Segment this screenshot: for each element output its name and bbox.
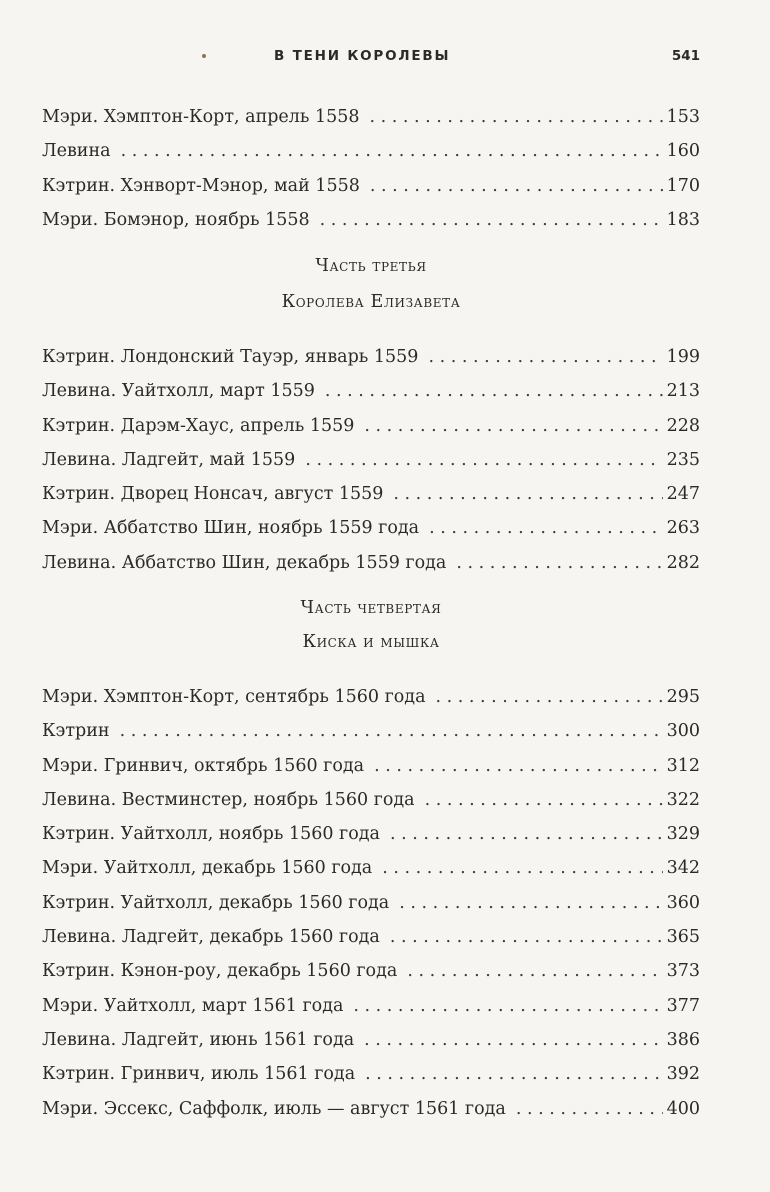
- toc-entry: [42, 680, 700, 714]
- toc-entry: [42, 817, 700, 851]
- toc-entry: [42, 100, 700, 134]
- toc-entry: [42, 546, 700, 580]
- toc-entry-title: Кэтрин. Дарэм-Хаус, апрель 1559: [42, 415, 355, 436]
- toc-entry-title: Мэри. Хэмптон-Корт, сентябрь 1560 года: [42, 687, 426, 707]
- toc-entry-title: Кэтрин. Кэнон-роу, декабрь 1560 года: [42, 961, 398, 982]
- toc-entry-title: Левина. Уайтхолл, март 1559: [42, 381, 315, 402]
- dot-leader: [428, 340, 662, 374]
- toc-entry-page: 373: [666, 961, 700, 982]
- header-ornament-dot: [202, 54, 206, 58]
- toc-entry-title: Кэтрин. Дворец Нонсач, август 1559: [42, 484, 384, 505]
- toc-entry-page: 295: [666, 687, 700, 707]
- toc-entry-title: Мэри. Уайтхолл, март 1561 года: [42, 995, 344, 1016]
- dot-leader: [320, 203, 663, 237]
- toc-entry-page: 377: [666, 995, 700, 1016]
- dot-leader: [374, 749, 663, 783]
- toc-entry-title: Кэтрин. Уайтхолл, ноябрь 1560 года: [42, 824, 380, 845]
- toc-entry: [42, 443, 700, 477]
- dot-leader: [516, 1092, 663, 1126]
- toc-entry-page: 199: [666, 347, 700, 367]
- toc-entry-page: 400: [666, 1098, 700, 1119]
- dot-leader: [436, 680, 663, 714]
- toc-entry-page: 282: [666, 552, 700, 573]
- part-three-title: Королева Елизавета: [281, 292, 461, 312]
- toc-entry-title: Левина. Ладгейт, декабрь 1560 года: [42, 927, 380, 948]
- dot-leader: [120, 714, 663, 748]
- toc-entry-page: 322: [666, 789, 700, 810]
- toc-entry-title: Левина. Аббатство Шин, декабрь 1559 года: [42, 552, 447, 573]
- toc-entry-title: Мэри. Хэмптон-Корт, апрель 1558: [42, 107, 360, 127]
- toc-entry-title: Левина: [42, 141, 111, 162]
- toc-entry-title: Кэтрин. Лондонский Тауэр, январь 1559: [42, 347, 419, 367]
- toc-entry-page: 160: [666, 141, 700, 162]
- toc-entry-page: 329: [666, 824, 700, 845]
- toc-entry: [42, 1057, 700, 1091]
- dot-leader: [382, 851, 662, 885]
- toc-entry-page: 213: [666, 381, 700, 402]
- toc-entry: [42, 1023, 700, 1057]
- toc-entry: [42, 989, 700, 1023]
- part-four-label: Часть четвертая: [300, 598, 442, 618]
- toc-entry-page: 235: [666, 449, 700, 470]
- toc-entry: [42, 749, 700, 783]
- page-number: 541: [671, 48, 700, 64]
- dot-leader: [429, 511, 663, 545]
- toc-entry-page: 360: [666, 892, 700, 913]
- dot-leader: [390, 920, 663, 954]
- toc-entry-title: Мэри. Аббатство Шин, ноябрь 1559 года: [42, 518, 420, 539]
- toc-entry-page: 263: [666, 518, 700, 539]
- toc-entry: [42, 340, 700, 374]
- toc-entry-page: 386: [666, 1029, 700, 1050]
- toc-entry-page: 170: [666, 175, 700, 196]
- toc-entry-title: Мэри. Гринвич, октябрь 1560 года: [42, 755, 365, 776]
- dot-leader: [425, 783, 663, 817]
- toc-entry-page: 365: [666, 927, 700, 948]
- dot-leader: [407, 954, 662, 988]
- toc-entry: [42, 954, 700, 988]
- dot-leader: [393, 477, 662, 511]
- toc-entry-title: Мэри. Уайтхолл, декабрь 1560 года: [42, 858, 373, 879]
- toc-entry: [42, 714, 700, 748]
- toc-entry: [42, 374, 700, 408]
- toc-entry-title: Мэри. Эссекс, Саффолк, июль — август 1561 года: [42, 1098, 506, 1119]
- dot-leader: [370, 100, 663, 134]
- toc-entry-page: 312: [666, 755, 700, 776]
- dot-leader: [364, 409, 662, 443]
- toc-entry-page: 228: [666, 415, 700, 436]
- toc-entry-title: Левина. Ладгейт, май 1559: [42, 449, 296, 470]
- dot-leader: [390, 817, 663, 851]
- toc-entry-page: 342: [666, 858, 700, 879]
- toc-entry: [42, 169, 700, 203]
- dot-leader: [121, 134, 663, 168]
- toc-entry: [42, 886, 700, 920]
- toc-entry: [42, 511, 700, 545]
- dot-leader: [325, 374, 663, 408]
- toc-entry-page: 392: [666, 1064, 700, 1085]
- toc-entry: [42, 203, 700, 237]
- dot-leader: [364, 1023, 662, 1057]
- dot-leader: [456, 546, 662, 580]
- toc-entry-title: Кэтрин. Хэнворт-Мэнор, май 1558: [42, 175, 360, 196]
- toc-entry: [42, 920, 700, 954]
- toc-group-part-two-end: [42, 100, 700, 237]
- toc-entry-page: 247: [666, 484, 700, 505]
- toc-entry-title: Мэри. Бомэнор, ноябрь 1558: [42, 209, 310, 230]
- toc-group-part-three: [42, 340, 700, 580]
- toc-entry-title: Левина. Вестминстер, ноябрь 1560 года: [42, 789, 415, 810]
- dot-leader: [305, 443, 662, 477]
- dot-leader: [365, 1057, 662, 1091]
- toc-entry-title: Кэтрин. Гринвич, июль 1561 года: [42, 1064, 356, 1085]
- toc-entry: [42, 851, 700, 885]
- dot-leader: [370, 169, 663, 203]
- toc-entry-page: 153: [666, 107, 700, 127]
- toc-entry: [42, 134, 700, 168]
- toc-entry-title: Кэтрин. Уайтхолл, декабрь 1560 года: [42, 892, 390, 913]
- toc-entry-title: Кэтрин: [42, 721, 110, 742]
- part-four-title: Киска и мышка: [302, 632, 440, 652]
- part-three-label: Часть третья: [315, 256, 427, 276]
- toc-entry: [42, 783, 700, 817]
- toc-entry-page: 300: [666, 721, 700, 742]
- toc-entry-title: Левина. Ладгейт, июнь 1561 года: [42, 1029, 355, 1050]
- toc-entry: [42, 1092, 700, 1126]
- toc-entry: [42, 477, 700, 511]
- dot-leader: [353, 989, 662, 1023]
- dot-leader: [399, 886, 662, 920]
- running-header: [42, 44, 700, 74]
- book-title: В ТЕНИ КОРОЛЕВЫ: [274, 48, 451, 64]
- toc-entry-page: 183: [666, 209, 700, 230]
- toc-entry: [42, 409, 700, 443]
- toc-group-part-four: [42, 680, 700, 1126]
